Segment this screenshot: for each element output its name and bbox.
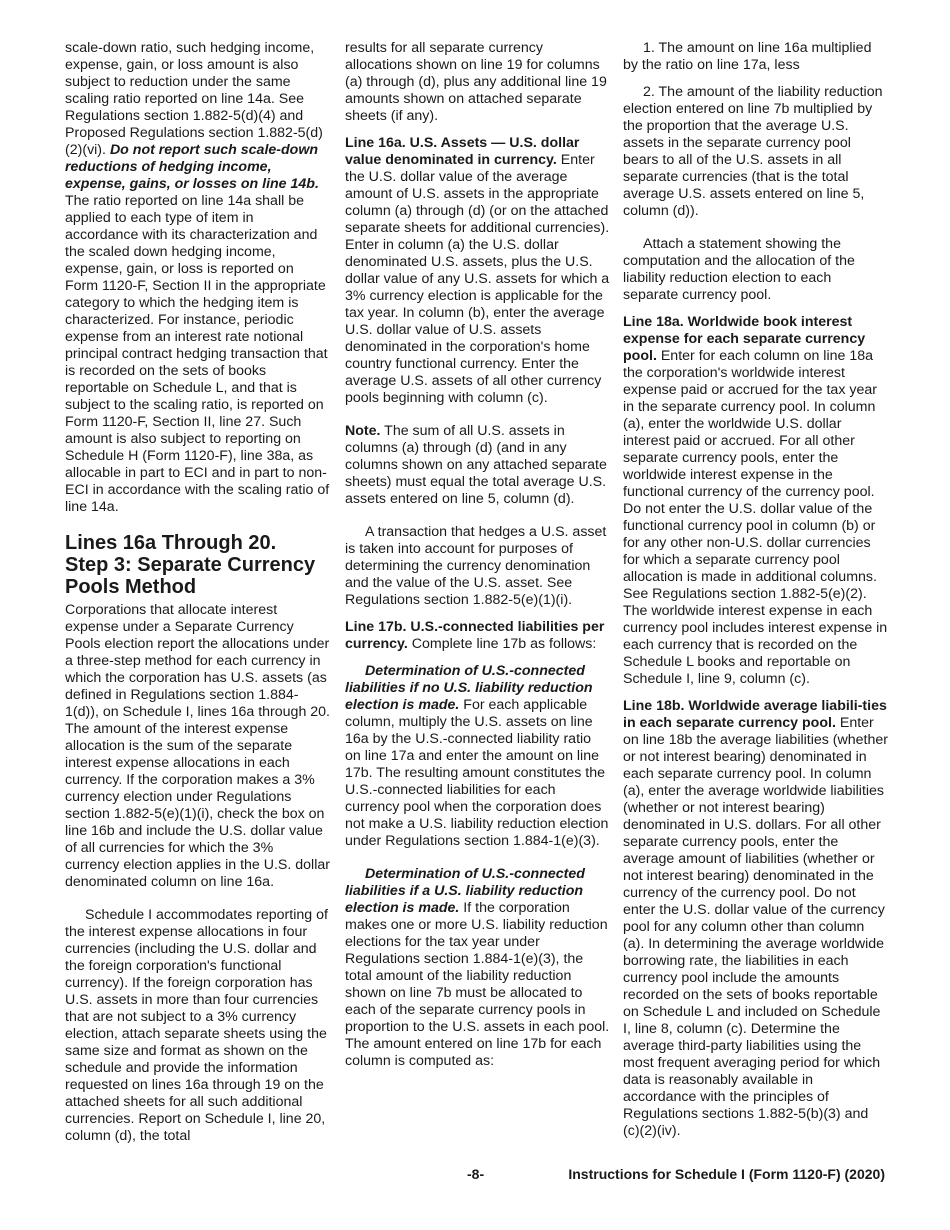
paragraph-schedule-i-accommodates: Schedule I accommodates reporting of the interest expense allocations in four currencies (including the U.S. dollar and the foreign corporation's functional currency). If the foreign corporation has U.S. assets in more than four currencies that are not subject to a 3% currency election, attach separate sheets using the same size and format as shown on the schedule and provide the information requested on lines 16a through 19 on the attached sheets for all such additional currencies. Report on Schedule I, line 20, column (d), the total [65,907,328,1144]
list-item-1: 1. The amount on line 16a multiplied by the ratio on line 17a, less [623,40,872,73]
paragraph-no-reduction-election: Determination of U.S.-connected liabilities if no U.S. liability reduction election is made. For each applicable column, multiply the U.S. assets on line 16a by the U.S.-connected liability ratio on line 17a and enter the amount on line 17b. The resulting amount constitutes the U.S.-connected liabilities for each currency pool when the corporation does not make a U.S. liability reduction election under Regulations section 1.884-1(e)(3). [345,663,609,849]
emphasis-do-not-report: Do not report such scale-down reductions of hedging income, expense, gains, or losses on line 14b. [65,142,319,192]
heading-line-18a: Line 18a. Worldwide book interest expense for each separate currency pool. [623,314,866,364]
column-middle [345,40,610,1086]
footer-title: Instructions for Schedule I (Form 1120-F) (2020) [568,1166,885,1182]
paragraph-hedging-scale-down: scale-down ratio, such hedging income, expense, gain, or loss amount is also subject to reduction under the same scaling ratio reported on line 14a. See Regulations section 1.882-5(d)(4) and Proposed Regulations section 1.882-5(d)(2)(vi). Do not report such scale-down reductions of hedging income, expense, gains, or losses on line 14b. The ratio reported on line 14a shall be applied to each type of item in accordance with its characterization and the scaled down hedging income, expense, gain, or loss is reported on Form 1120-F, Section II in the appropriate category to which the hedging item is characterized. For instance, periodic expense from an interest rate notional principal contract hedging transaction that is recorded on the sets of books reportable on Schedule L, and that is subject to the scaling ratio, is reported on Form 1120-F, Section II, line 27. Such amount is also subject to reporting on Schedule H (Form 1120-F), line 38a, as allocable in part to ECI and in part to non-ECI in accordance with the scaling ratio of line 14a. [65,40,330,515]
paragraph-hedge-transaction: A transaction that hedges a U.S. asset is taken into account for purposes of determining the currency denomination and the value of the U.S. asset. See Regulations section 1.882-5(e)(1)(i). [345,524,607,608]
paragraph-line-17b: Line 17b. U.S.-connected liabilities per currency. Complete line 17b as follows: [345,619,605,652]
note-label: Note. [345,423,381,439]
page-number: -8- [467,1166,485,1182]
paragraph-reduction-election: Determination of U.S.-connected liabilities if a U.S. liability reduction election is made. If the corporation makes one or more U.S. liability reduction elections for the tax year under Regulations section 1.884-1(e)(3), the total amount of the liability reduction shown on line 7b must be allocated to each of the separate currency pools in proportion to the U.S. assets in each pool. The amount entered on line 17b for each column is computed as: [345,866,610,1069]
paragraph-results-separate-currency: results for all separate currency allocations shown on line 19 for columns (a) through (d), plus any additional line 19 amounts shown on attached separate sheets (if any). [345,40,607,124]
heading-reduction-election: Determination of U.S.-connected liabilities if a U.S. liability reduction election is made. [345,866,585,916]
column-right [623,40,888,1156]
section-heading-lines-16a-20: Lines 16a Through 20. Step 3: Separate Currency Pools Method [65,532,316,598]
heading-line-17b: Line 17b. U.S.-connected liabilities per currency. [345,619,605,652]
paragraph-line-16a: Line 16a. U.S. Assets — U.S. dollar value denominated in currency. Enter the U.S. dollar value of the average amount of U.S. assets in the appropriate column (a) through (d) (or on the attached separate sheets for additional currencies). Enter in column (a) the U.S. dollar denominated U.S. assets, plus the U.S. dollar value of any U.S. assets for which a 3% currency election is applicable for the tax year. In column (b), enter the average U.S. dollar value of U.S. assets denominated in the corporation's home country functional currency. Enter the average U.S. assets of all other currency pools beginning with column (c). [345,135,610,406]
heading-line-18b: Line 18b. Worldwide average liabili-ties in each separate currency pool. [623,698,887,731]
paragraph-separate-currency-pools: Corporations that allocate interest expense under a Separate Currency Pools election report the allocations under a three-step method for each currency in which the corporation has U.S. assets (as defined in Regulations section 1.884-1(d)), on Schedule I, lines 16a through 20. The amount of the interest expense allocation is the sum of the separate interest expense allocations in each currency. If the corporation makes a 3% currency election under Regulations section 1.882-5(e)(1)(i), check the box on line 16b and include the U.S. dollar value of all currencies for which the 3% currency election applies in the U.S. dollar denominated column on line 16a. [65,602,331,890]
paragraph-note: Note. The sum of all U.S. assets in columns (a) through (d) (and in any columns shown on any attached separate sheets) must equal the total average U.S. assets entered on line 5, column (d). [345,423,607,507]
heading-line-16a: Line 16a. U.S. Assets — U.S. dollar value denominated in currency. [345,135,580,168]
list-item-2: 2. The amount of the liability reduction election entered on line 7b multiplied by the proportion that the average U.S. assets in the separate currency pool bears to all of the U.S. assets in all separate currencies (that is the total average U.S. assets entered on line 5, column (d)). [623,84,883,219]
paragraph-attach-statement: Attach a statement showing the computation and the allocation of the liability reduction election to each separate currency pool. [623,236,855,303]
paragraph-line-18b: Line 18b. Worldwide average liabili-ties in each separate currency pool. Enter on line 18b the average liabilities (whether or not interest bearing) denominated in each separate currency pool. In column (a), enter the average worldwide liabilities (whether or not interest bearing) denominated in U.S. dollars. For all other separate currency pools, enter the average amount of liabilities (whether or not interest bearing) denominated in the currency of the currency pool. Do not enter the U.S. dollar value of the currency pool for any column other than column (a). In determining the average worldwide borrowing rate, the liabilities in each currency pool include the amounts recorded on the sets of books reportable on Schedule L and included on Schedule I, line 8, column (c). Determine the average third-party liabilities using the most frequent averaging period for which data is reasonably available in accordance with the principles of Regulations sections 1.882-5(b)(3) and (c)(2)(iv). [623,698,888,1139]
paragraph-line-18a: Line 18a. Worldwide book interest expense for each separate currency pool. Enter for each column on line 18a the corporation's worldwide interest expense paid or accrued for the tax year in the separate currency pool. In column (a), enter the worldwide U.S. dollar interest paid or accrued. For all other separate currency pools, enter the worldwide interest expense in the functional currency of the currency pool. Do not enter the U.S. dollar value of the functional currency pool in column (b) or for any other non-U.S. dollar currencies for which a separate currency pool allocation is made in additional columns. See Regulations section 1.882-5(e)(2). The worldwide interest expense in each currency pool includes interest expense in each currency that is recorded on the Schedule L books and reportable on Schedule I, line 9, column (c). [623,314,888,687]
heading-no-reduction-election: Determination of U.S.-connected liabilities if no U.S. liability reduction election is made. [345,663,593,713]
column-left [65,40,330,1161]
